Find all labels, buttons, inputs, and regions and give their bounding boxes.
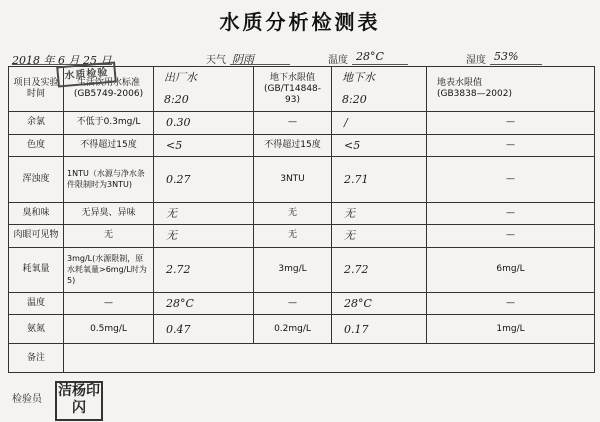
std3-name: 地表水限值	[437, 78, 483, 89]
inspector-label: 检验员	[12, 394, 42, 405]
std2-code: (GB/T14848-93)	[263, 83, 322, 105]
sample1-time: 8:20	[164, 93, 189, 107]
remarks-cell	[64, 344, 595, 373]
row-standard-2: 不得超过15度	[254, 134, 332, 157]
table-row	[9, 225, 595, 248]
row-item: 浑浊度	[9, 157, 64, 202]
row-item: 色度	[9, 134, 64, 157]
table-row	[9, 247, 595, 292]
row-sample-1: 0.27	[154, 157, 254, 202]
row-sample-1: 无	[154, 202, 254, 225]
table-row	[9, 157, 595, 202]
row-item: 氨氮	[9, 315, 64, 344]
inspector-seal: 洁杨印闪	[55, 381, 103, 421]
row-sample-2: 2.71	[332, 157, 427, 202]
std3-code: (GB3838—2002)	[437, 89, 512, 100]
row-standard-1: 不低于0.3mg/L	[64, 112, 154, 135]
row-standard-1: 1NTU（水源与净水条件限制时为3NTU)	[64, 157, 154, 202]
row-standard-2: —	[254, 112, 332, 135]
table-row	[9, 134, 595, 157]
test-date: 2018 年 6 月 25 日	[12, 54, 112, 67]
row-item: 备注	[9, 344, 64, 373]
sample2-time: 8:20	[342, 93, 367, 107]
row-sample-2: 0.17	[332, 315, 427, 344]
row-standard-1: 不得超过15度	[64, 134, 154, 157]
humidity-label: 湿度	[466, 55, 486, 66]
row-sample-1: 28°C	[154, 292, 254, 315]
form-title: 水质分析检测表	[219, 10, 381, 34]
row-standard-3: —	[427, 225, 595, 248]
row-standard-2: —	[254, 292, 332, 315]
row-standard-3: 1mg/L	[427, 315, 595, 344]
row-sample-2: 2.72	[332, 247, 427, 292]
row-standard-3: —	[427, 112, 595, 135]
row-standard-3: —	[427, 157, 595, 202]
row-item: 余氯	[9, 112, 64, 135]
row-sample-2: 28°C	[332, 292, 427, 315]
temperature-value: 28°C	[356, 50, 384, 63]
row-standard-2: 无	[254, 202, 332, 225]
table-row	[9, 315, 595, 344]
row-standard-1: 0.5mg/L	[64, 315, 154, 344]
row-sample-2: <5	[332, 134, 427, 157]
header-standard-3	[427, 67, 595, 112]
table-row	[9, 292, 595, 315]
row-sample-1: 0.47	[154, 315, 254, 344]
row-standard-2: 3NTU	[254, 157, 332, 202]
header-sample-2	[332, 67, 427, 112]
row-item: 肉眼可见物	[9, 225, 64, 248]
temperature-label: 温度	[328, 55, 348, 66]
row-standard-1: 无异臭、异味	[64, 202, 154, 225]
row-sample-1: <5	[154, 134, 254, 157]
row-standard-3: —	[427, 202, 595, 225]
row-standard-1: —	[64, 292, 154, 315]
std2-name: 地下水限值	[269, 72, 315, 83]
table-row	[9, 202, 595, 225]
results-table	[8, 66, 595, 373]
row-standard-1: 3mg/L(水源限制，原水耗氧量>6mg/L时为5)	[64, 247, 154, 292]
table-row	[9, 344, 595, 373]
row-standard-3: —	[427, 292, 595, 315]
row-sample-1: 2.72	[154, 247, 254, 292]
row-sample-1: 无	[154, 225, 254, 248]
row-sample-1: 0.30	[154, 112, 254, 135]
row-sample-2: 无	[332, 202, 427, 225]
header-sample-1	[154, 67, 254, 112]
row-item: 耗氧量	[9, 247, 64, 292]
inspection-stamp: 水质检验	[56, 61, 117, 87]
weather-label: 天气	[206, 55, 226, 66]
header-item-time: 项目及实验时间	[9, 67, 64, 112]
row-standard-2: 无	[254, 225, 332, 248]
std1-name: 生活饮用水标准	[76, 78, 140, 89]
row-standard-3: —	[427, 134, 595, 157]
row-item: 臭和味	[9, 202, 64, 225]
table-row	[9, 112, 595, 135]
sample2-name: 地下水	[342, 71, 375, 85]
row-standard-1: 无	[64, 225, 154, 248]
row-sample-2: 无	[332, 225, 427, 248]
row-standard-2: 3mg/L	[254, 247, 332, 292]
std1-code: (GB5749-2006)	[73, 89, 144, 100]
row-sample-2: /	[332, 112, 427, 135]
row-standard-2: 0.2mg/L	[254, 315, 332, 344]
row-item: 温度	[9, 292, 64, 315]
sample1-name: 出厂水	[164, 71, 197, 85]
weather-value: 阴雨	[232, 53, 254, 66]
row-standard-3: 6mg/L	[427, 247, 595, 292]
humidity-value: 53%	[494, 50, 519, 63]
header-standard-2	[254, 67, 332, 112]
